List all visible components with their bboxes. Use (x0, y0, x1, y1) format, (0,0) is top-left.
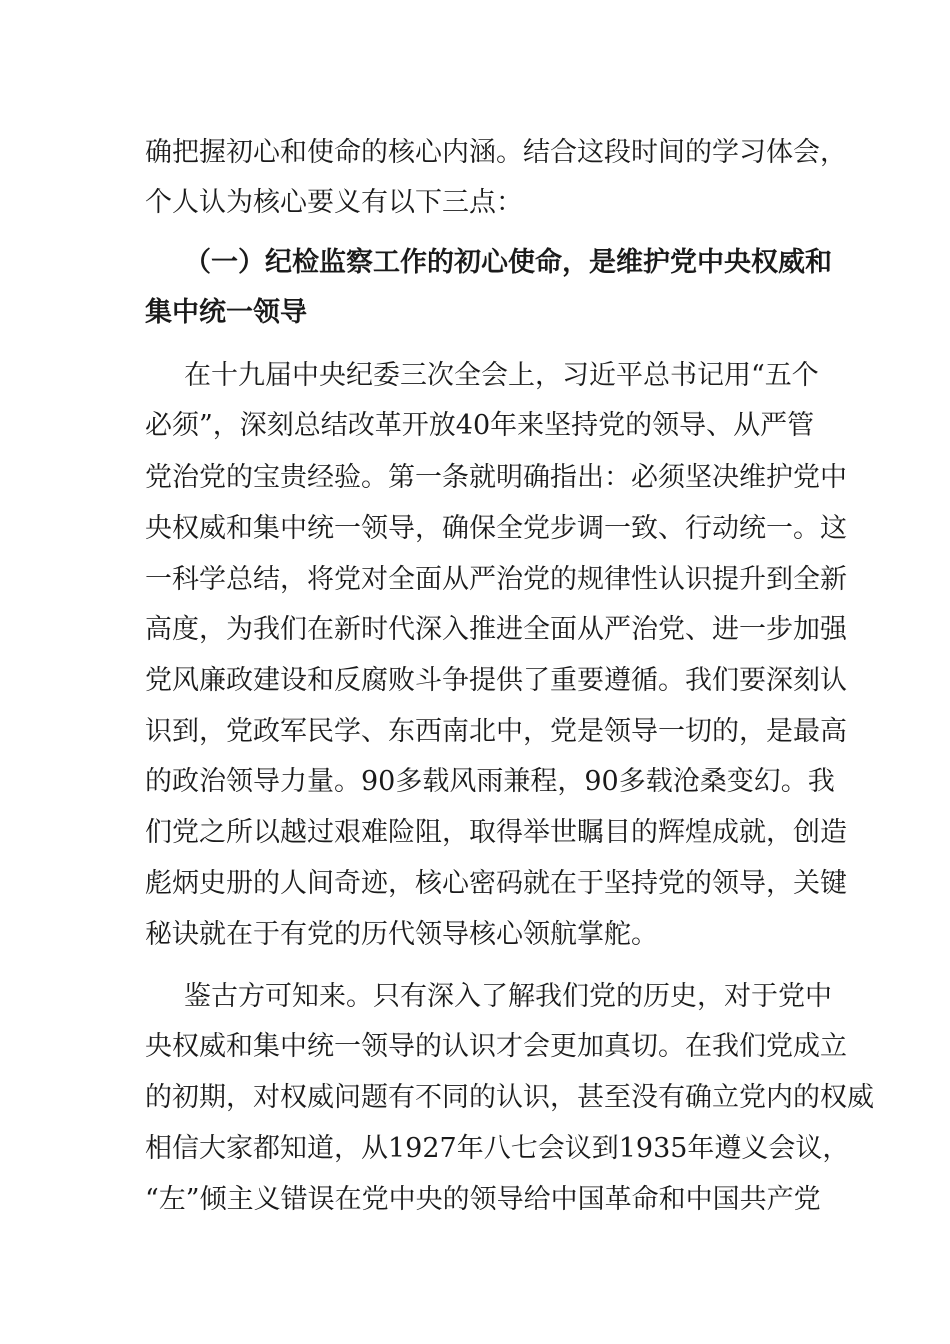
paragraph-2-line-2: 央权威和集中统一领导的认识才会更加真切。在我们党成立 (145, 1031, 847, 1062)
paragraph-1-line-10: 们党之所以越过艰难险阻，取得举世瞩目的辉煌成就，创造 (145, 817, 847, 848)
paragraph-1-line-12: 秘诀就在于有党的历代领导核心领航掌舵。 (145, 919, 658, 950)
paragraph-1-line-7: 党风廉政建设和反腐败斗争提供了重要遵循。我们要深刻认 (145, 665, 847, 696)
paragraph-1-line-6: 高度，为我们在新时代深入推进全面从严治党、进一步加强 (145, 614, 847, 645)
paragraph-2-line-5: “左”倾主义错误在党中央的领导给中国革命和中国共产党 (145, 1184, 821, 1215)
paragraph-1-line-3: 党治党的宝贵经验。第一条就明确指出：必须坚决维护党中 (145, 462, 847, 493)
paragraph-1-line-4: 央权威和集中统一领导，确保全党步调一致、行动统一。这 (145, 513, 847, 544)
paragraph-1-line-5: 一科学总结，将党对全面从严治党的规律性认识提升到全新 (145, 564, 847, 595)
paragraph-1-line-9: 的政治领导力量。90多载风雨兼程，90多载沧桑变幻。我 (145, 766, 835, 797)
intro-line-1: 确把握初心和使命的核心内涵。结合这段时间的学习体会， (145, 137, 847, 168)
paragraph-2-line-3: 的初期，对权威问题有不同的认识，甚至没有确立党内的权威 (145, 1082, 874, 1113)
intro-line-2: 个人认为核心要义有以下三点： (145, 187, 523, 218)
section-heading-line-2: 集中统一领导 (145, 297, 307, 328)
paragraph-1-line-1: 在十九届中央纪委三次全会上，习近平总书记用“五个 (184, 360, 819, 391)
section-heading-line-1: （一）纪检监察工作的初心使命，是维护党中央权威和 (184, 247, 832, 278)
paragraph-1-line-2: 必须”，深刻总结改革开放40年来坚持党的领导、从严管 (145, 410, 815, 441)
paragraph-1-line-11: 彪炳史册的人间奇迹，核心密码就在于坚持党的领导，关键 (145, 868, 847, 899)
paragraph-2-line-1: 鉴古方可知来。只有深入了解我们党的历史，对于党中 (184, 981, 832, 1012)
paragraph-2-line-4: 相信大家都知道，从1927年八七会议到1935年遵义会议， (145, 1133, 850, 1164)
paragraph-1-line-8: 识到，党政军民学、东西南北中，党是领导一切的，是最高 (145, 716, 847, 747)
